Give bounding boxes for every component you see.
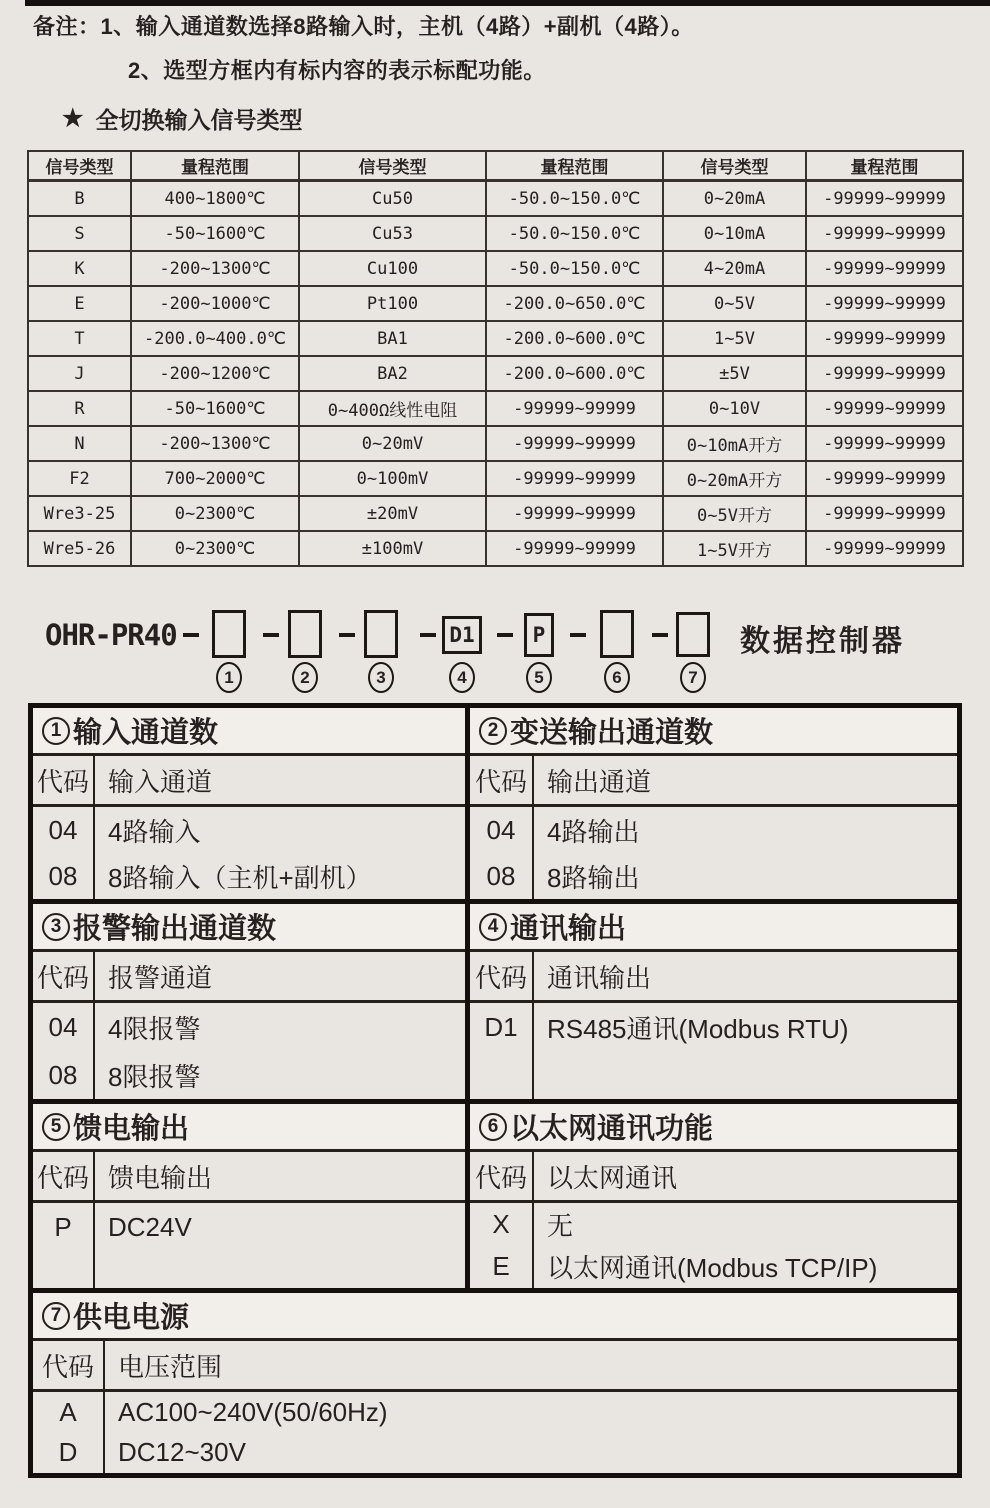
- table-cell: BA1: [299, 321, 486, 356]
- table-cell: -99999~99999: [486, 426, 663, 461]
- code-value: E: [492, 1251, 510, 1282]
- table-cell: -200~1200℃: [131, 356, 299, 391]
- table-cell: R: [28, 391, 131, 426]
- code-header-cell: 代码: [470, 756, 534, 804]
- table-cell: 1~5V: [663, 321, 806, 356]
- section-transmit-output-channels: [470, 708, 957, 904]
- note-line-2: 2、选型方框内有标内容的表示标配功能。: [128, 58, 546, 83]
- table-cell: -50.0~150.0℃: [486, 216, 663, 251]
- table-cell: ±100mV: [299, 531, 486, 566]
- order-code-box-4: D1: [442, 616, 482, 654]
- table-cell: -99999~99999: [806, 251, 963, 286]
- circled-number: 2: [479, 717, 507, 745]
- position-marker-7: 7: [680, 662, 706, 693]
- order-code-dash: [497, 633, 513, 637]
- code-value: D1: [484, 1012, 518, 1042]
- desc-header-cell: 以太网通讯: [547, 1162, 678, 1193]
- table-cell: 0~10mA开方: [663, 426, 806, 461]
- table-row: [28, 426, 963, 461]
- code-value: P: [54, 1212, 72, 1242]
- code-column: [33, 1203, 95, 1288]
- section-title-label: 报警输出通道数: [73, 913, 277, 945]
- code-column: [33, 1003, 95, 1099]
- code-value: 08: [48, 1059, 78, 1090]
- code-column: [470, 1203, 534, 1288]
- table-cell: 0~20mA开方: [663, 461, 806, 496]
- section-ethernet-comm: [470, 1104, 957, 1293]
- table-cell: Pt100: [299, 286, 486, 321]
- table-cell: T: [28, 321, 131, 356]
- order-code-dash: [570, 633, 586, 637]
- position-marker-2: 2: [292, 662, 318, 693]
- section-title: [470, 904, 957, 952]
- table-cell: 0~20mV: [299, 426, 486, 461]
- code-value: A: [59, 1396, 77, 1427]
- desc-value: 8限报警: [108, 1061, 201, 1092]
- desc-value: 无: [547, 1210, 574, 1241]
- table-cell: -200~1300℃: [131, 251, 299, 286]
- code-header-cell: 代码: [33, 1341, 105, 1389]
- position-marker-3: 3: [368, 662, 394, 693]
- order-code-prefix: OHR-PR40: [45, 618, 177, 652]
- desc-value: 以太网通讯(Modbus TCP/IP): [547, 1253, 878, 1284]
- circled-number: 7: [42, 1302, 70, 1330]
- section-title: [33, 708, 465, 756]
- table-cell: 0~20mA: [663, 181, 806, 217]
- code-value: 04: [48, 1011, 78, 1042]
- table-cell: -99999~99999: [486, 391, 663, 426]
- section-title: [470, 1104, 957, 1152]
- signal-types-heading: [62, 102, 303, 135]
- order-code-dash: [183, 633, 199, 637]
- section-input-channels: [33, 708, 470, 904]
- desc-header-cell: 输出通道: [547, 766, 652, 797]
- table-cell: Cu100: [299, 251, 486, 286]
- table-cell: -99999~99999: [806, 181, 963, 217]
- desc-column: [534, 807, 957, 899]
- table-row: [28, 356, 963, 391]
- order-code-dash: [420, 633, 436, 637]
- section-comm-output: [470, 904, 957, 1104]
- signal-types-heading-label: 全切换输入信号类型: [95, 107, 303, 133]
- table-cell: -200.0~600.0℃: [486, 356, 663, 391]
- column-header: 量程范围: [806, 151, 963, 181]
- table-row: [28, 321, 963, 356]
- table-cell: E: [28, 286, 131, 321]
- order-code-dash: [339, 633, 355, 637]
- table-cell: Wre3-25: [28, 496, 131, 531]
- desc-header-cell: 电压范围: [118, 1351, 223, 1382]
- desc-value: 4路输出: [547, 816, 640, 847]
- order-code-box-7: [676, 612, 710, 657]
- position-marker-5: 5: [526, 662, 552, 693]
- table-cell: 0~10mA: [663, 216, 806, 251]
- table-cell: -50~1600℃: [131, 391, 299, 426]
- table-cell: K: [28, 251, 131, 286]
- order-code-dash: [652, 633, 668, 637]
- table-cell: F2: [28, 461, 131, 496]
- section-title: [33, 1104, 465, 1152]
- circled-number: 5: [42, 1113, 70, 1141]
- table-row: [28, 286, 963, 321]
- section-title-label: 以太网通讯功能: [510, 1113, 714, 1145]
- column-header: 量程范围: [131, 151, 299, 181]
- section-body: [33, 807, 465, 899]
- table-cell: 0~5V: [663, 286, 806, 321]
- table-cell: N: [28, 426, 131, 461]
- table-cell: -99999~99999: [806, 496, 963, 531]
- section-title-label: 馈电输出: [73, 1113, 190, 1145]
- code-header-cell: 代码: [33, 952, 95, 1000]
- desc-value: DC24V: [108, 1212, 192, 1242]
- desc-value: AC100~240V(50/60Hz): [118, 1396, 388, 1427]
- code-header-cell: 代码: [470, 952, 534, 1000]
- position-marker-1: 1: [216, 662, 242, 693]
- code-column: [33, 1392, 105, 1473]
- table-cell: -99999~99999: [486, 531, 663, 566]
- table-cell: ±20mV: [299, 496, 486, 531]
- note-line-1: 备注：1、输入通道数选择8路输入时，主机（4路）+副机（4路）。: [33, 14, 694, 39]
- table-cell: J: [28, 356, 131, 391]
- desc-value: 8路输入（主机+副机）: [108, 862, 372, 893]
- code-column: [33, 807, 95, 899]
- table-row: [28, 461, 963, 496]
- order-code-line: [0, 605, 990, 705]
- desc-column: [534, 1003, 957, 1099]
- table-cell: 400~1800℃: [131, 181, 299, 217]
- desc-value: DC12~30V: [118, 1436, 246, 1467]
- section-header-row: [470, 952, 957, 1003]
- table-row: [28, 391, 963, 426]
- table-row: [28, 251, 963, 286]
- table-cell: BA2: [299, 356, 486, 391]
- table-cell: Cu50: [299, 181, 486, 217]
- section-title: [470, 708, 957, 756]
- order-code-box-1: [212, 610, 246, 658]
- table-cell: -50~1600℃: [131, 216, 299, 251]
- section-body: [470, 1003, 957, 1099]
- circled-number: 6: [479, 1113, 507, 1141]
- table-cell: -99999~99999: [806, 321, 963, 356]
- selection-grid: [28, 703, 962, 1478]
- table-cell: -50.0~150.0℃: [486, 251, 663, 286]
- table-cell: B: [28, 181, 131, 217]
- code-header-cell: 代码: [33, 1152, 95, 1200]
- table-cell: 4~20mA: [663, 251, 806, 286]
- column-header: 信号类型: [28, 151, 131, 181]
- desc-value: 8路输出: [547, 862, 640, 893]
- table-cell: -200~1300℃: [131, 426, 299, 461]
- column-header: 量程范围: [486, 151, 663, 181]
- desc-header-cell: 馈电输出: [108, 1162, 213, 1193]
- table-cell: 0~5V开方: [663, 496, 806, 531]
- table-cell: -200~1000℃: [131, 286, 299, 321]
- table-cell: -99999~99999: [806, 426, 963, 461]
- desc-value: 4限报警: [108, 1013, 201, 1044]
- table-cell: -99999~99999: [806, 391, 963, 426]
- desc-header-cell: 通讯输出: [547, 962, 652, 993]
- circled-number: 3: [42, 913, 70, 941]
- code-value: 08: [48, 860, 78, 891]
- table-cell: -99999~99999: [806, 531, 963, 566]
- desc-value: 4路输入: [108, 816, 201, 847]
- section-body: [33, 1392, 957, 1473]
- code-value: 08: [486, 860, 516, 891]
- table-cell: -99999~99999: [806, 461, 963, 496]
- code-value: 04: [486, 814, 516, 845]
- section-body: [33, 1003, 465, 1099]
- top-rule: [25, 0, 990, 6]
- table-row: [28, 531, 963, 566]
- table-cell: -200.0~600.0℃: [486, 321, 663, 356]
- code-column: [470, 807, 534, 899]
- desc-column: [534, 1203, 957, 1288]
- table-cell: -99999~99999: [806, 356, 963, 391]
- table-cell: -99999~99999: [806, 216, 963, 251]
- section-feed-power-output: [33, 1104, 470, 1293]
- order-code-box-5: P: [524, 613, 554, 657]
- position-marker-6: 6: [604, 662, 630, 693]
- table-cell: -200.0~400.0℃: [131, 321, 299, 356]
- code-column: [470, 1003, 534, 1099]
- section-title-label: 输入通道数: [73, 717, 219, 749]
- table-cell: Cu53: [299, 216, 486, 251]
- signal-table-header-row: [28, 151, 963, 181]
- table-cell: 0~2300℃: [131, 496, 299, 531]
- section-header-row: [470, 756, 957, 807]
- signal-table-body: [28, 181, 963, 567]
- code-header-cell: 代码: [33, 756, 95, 804]
- table-cell: -99999~99999: [486, 461, 663, 496]
- table-row: [28, 496, 963, 531]
- signal-table: [27, 150, 964, 567]
- section-title: [33, 904, 465, 952]
- circled-number: 1: [42, 717, 70, 745]
- table-cell: 1~5V开方: [663, 531, 806, 566]
- table-cell: 0~2300℃: [131, 531, 299, 566]
- desc-column: [95, 807, 465, 899]
- table-cell: -99999~99999: [486, 496, 663, 531]
- table-cell: 0~100mV: [299, 461, 486, 496]
- table-cell: 700~2000℃: [131, 461, 299, 496]
- position-marker-4: 4: [449, 662, 475, 693]
- table-cell: -200.0~650.0℃: [486, 286, 663, 321]
- section-header-row: [33, 756, 465, 807]
- table-row: [28, 216, 963, 251]
- table-row: [28, 181, 963, 217]
- column-header: 信号类型: [663, 151, 806, 181]
- table-cell: -50.0~150.0℃: [486, 181, 663, 217]
- column-header: 信号类型: [299, 151, 486, 181]
- section-body: [470, 1203, 957, 1288]
- circled-number: 4: [479, 913, 507, 941]
- section-header-row: [470, 1152, 957, 1203]
- section-title-label: 变送输出通道数: [510, 717, 714, 749]
- star-icon: ★: [62, 104, 84, 132]
- desc-column: [95, 1203, 465, 1288]
- order-code-box-2: [288, 610, 322, 658]
- table-cell: ±5V: [663, 356, 806, 391]
- table-cell: S: [28, 216, 131, 251]
- table-cell: 0~10V: [663, 391, 806, 426]
- desc-header-cell: 报警通道: [108, 962, 213, 993]
- section-title: [33, 1293, 957, 1341]
- order-code-suffix: 数据控制器: [740, 625, 905, 658]
- code-value: D: [58, 1436, 78, 1467]
- section-alarm-output-channels: [33, 904, 470, 1104]
- desc-header-cell: 输入通道: [108, 766, 213, 797]
- section-power-supply: [33, 1293, 957, 1473]
- section-header-row: [33, 1341, 957, 1392]
- section-header-row: [33, 1152, 465, 1203]
- desc-value: RS485通讯(Modbus RTU): [547, 1014, 849, 1044]
- code-value: X: [492, 1208, 510, 1239]
- table-cell: Wre5-26: [28, 531, 131, 566]
- order-code-dash: [263, 633, 279, 637]
- order-code-box-3: [364, 610, 398, 658]
- section-title-label: 通讯输出: [510, 913, 627, 945]
- desc-column: [105, 1392, 957, 1473]
- table-cell: -99999~99999: [806, 286, 963, 321]
- order-code-box-6: [600, 610, 634, 658]
- code-value: 04: [48, 814, 78, 845]
- code-header-cell: 代码: [470, 1152, 534, 1200]
- section-header-row: [33, 952, 465, 1003]
- desc-column: [95, 1003, 465, 1099]
- section-body: [33, 1203, 465, 1288]
- table-cell: 0~400Ω线性电阻: [299, 391, 486, 426]
- section-title-label: 供电电源: [73, 1302, 190, 1334]
- section-body: [470, 807, 957, 899]
